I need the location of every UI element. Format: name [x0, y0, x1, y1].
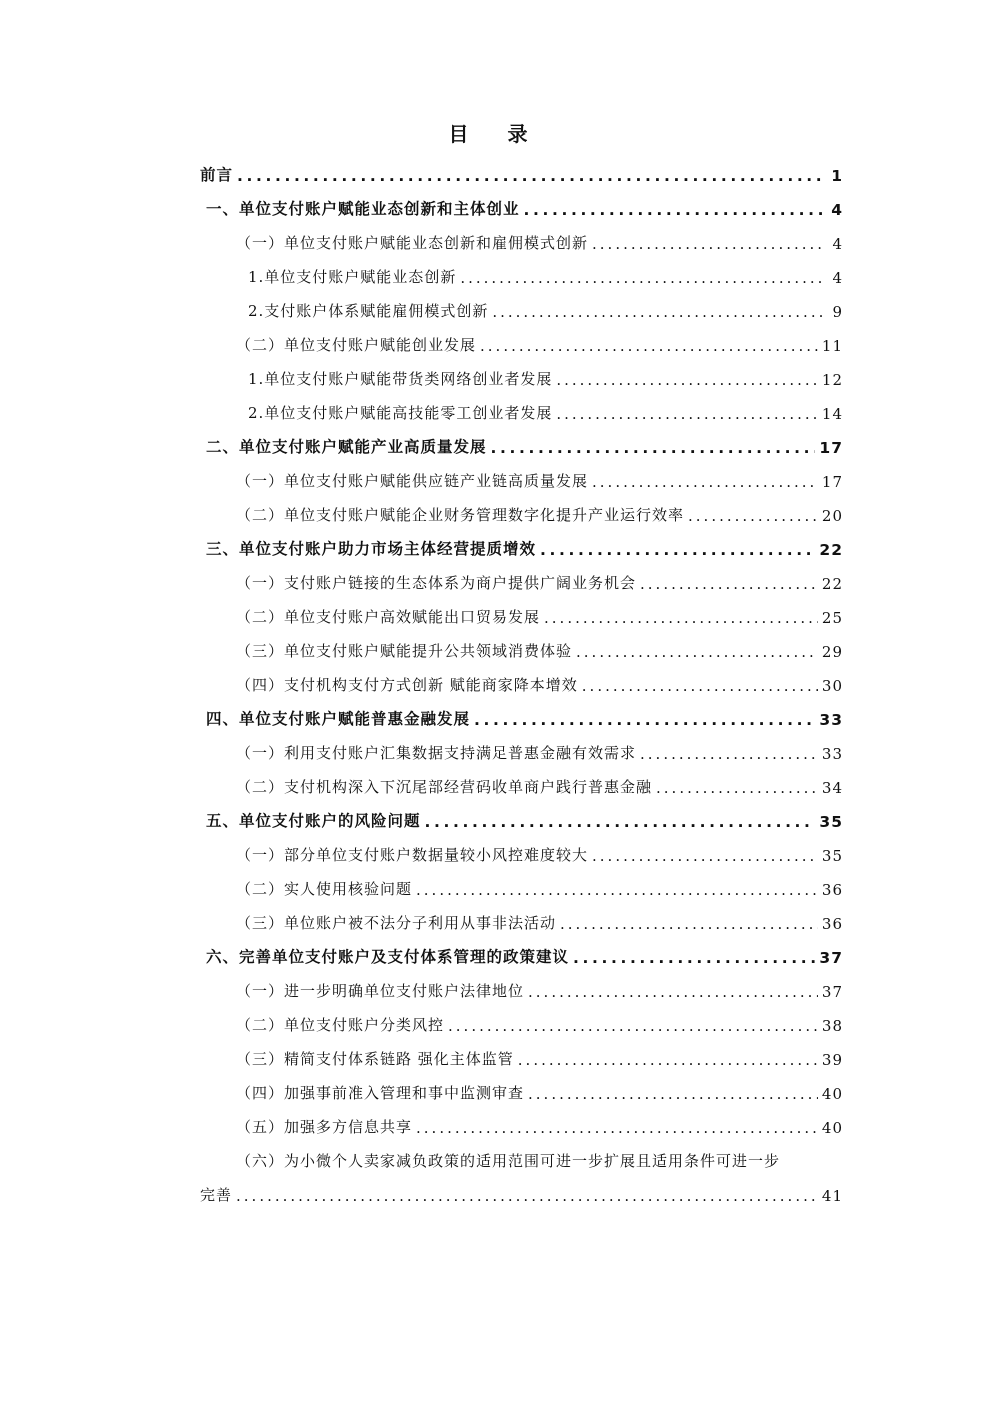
toc-entry-text: 六、完善单位支付账户及支付体系管理的政策建议: [206, 948, 570, 966]
toc-page-number: 25: [821, 609, 843, 627]
toc-page-number: 20: [821, 507, 843, 525]
toc-entry-section[interactable]: [200, 1036, 843, 1070]
toc-entry-text: 2.单位支付账户赋能高技能零工创业者发展: [248, 404, 553, 422]
toc-entry-text: （一）支付账户链接的生态体系为商户提供广阔业务机会: [236, 574, 637, 592]
leader-dots: [524, 200, 825, 219]
toc-page-number: 38: [821, 1017, 843, 1035]
leader-dots: [448, 1017, 818, 1035]
toc-title: 目 录: [448, 122, 544, 146]
toc-page-number: 36: [821, 915, 843, 933]
leader-dots: [492, 303, 825, 321]
toc-entry-chapter[interactable]: [200, 424, 843, 458]
table-of-contents: [200, 152, 843, 1206]
toc-entry-text: 前言: [200, 166, 234, 184]
toc-page-number: 4: [832, 235, 843, 253]
toc-entry-text: 三、单位支付账户助力市场主体经营提质增效: [206, 540, 537, 558]
toc-entry-text: （二）单位支付账户分类风控: [236, 1016, 445, 1034]
leader-dots: [560, 915, 818, 933]
toc-entry-text: （三）单位支付账户赋能提升公共领域消费体验: [236, 642, 573, 660]
leader-dots: [556, 371, 818, 389]
toc-page-number: 37: [819, 949, 843, 967]
toc-page-number: 35: [821, 847, 843, 865]
leader-dots: [460, 269, 825, 287]
toc-page-number: 29: [821, 643, 843, 661]
leader-dots: [474, 710, 815, 729]
leader-dots: [540, 540, 815, 559]
leader-dots: [640, 575, 818, 593]
toc-entry-text: （三）单位账户被不法分子利用从事非法活动: [236, 914, 557, 932]
leader-dots: [425, 812, 816, 831]
leader-dots: [592, 847, 818, 865]
toc-entry-text: 四、单位支付账户赋能普惠金融发展: [206, 710, 471, 728]
toc-entry-text: 1.单位支付账户赋能业态创新: [248, 268, 457, 286]
toc-page-number: 4: [832, 269, 843, 287]
toc-entry-text: （一）单位支付账户赋能供应链产业链高质量发展: [236, 472, 589, 490]
toc-entry-section-wrapped[interactable]: [200, 1138, 843, 1172]
toc-entry-section[interactable]: [200, 560, 843, 594]
leader-dots: [592, 473, 818, 491]
toc-page-number: 40: [821, 1085, 843, 1103]
toc-page-number: 40: [821, 1119, 843, 1137]
toc-entry-text: （一）单位支付账户赋能业态创新和雇佣模式创新: [236, 234, 589, 252]
leader-dots: [528, 983, 818, 1001]
toc-entry-chapter[interactable]: [200, 798, 843, 832]
toc-entry-text: （二）单位支付账户赋能企业财务管理数字化提升产业运行效率: [236, 506, 685, 524]
leader-dots: [576, 643, 818, 661]
toc-entry-text: （二）单位支付账户赋能创业发展: [236, 336, 477, 354]
toc-entry-text: （二）单位支付账户高效赋能出口贸易发展: [236, 608, 541, 626]
toc-entry-subsection[interactable]: [200, 390, 843, 424]
toc-entry-continuation[interactable]: [200, 1172, 843, 1206]
leader-dots: [416, 881, 818, 899]
leader-dots: [544, 609, 818, 627]
leader-dots: [518, 1051, 818, 1069]
toc-entry-chapter[interactable]: [200, 186, 843, 220]
toc-entry-text: （二）实人使用核验问题: [236, 880, 413, 898]
toc-entry-section[interactable]: [200, 832, 843, 866]
leader-dots: [237, 166, 825, 185]
toc-entry-chapter[interactable]: [200, 526, 843, 560]
leader-dots: [416, 1119, 818, 1137]
toc-entry-text: 2.支付账户体系赋能雇佣模式创新: [248, 302, 489, 320]
leader-dots: [592, 235, 825, 253]
toc-entry-section[interactable]: [200, 458, 843, 492]
toc-entry-text: （四）加强事前准入管理和事中监测审查: [236, 1084, 525, 1102]
leader-dots: [582, 677, 818, 695]
toc-page-number: 1: [831, 167, 843, 185]
leader-dots: [236, 1187, 818, 1205]
toc-entry-section[interactable]: [200, 662, 843, 696]
toc-entry-text: 1.单位支付账户赋能带货类网络创业者发展: [248, 370, 553, 388]
leader-dots: [528, 1085, 818, 1103]
toc-entry-chapter[interactable]: [200, 934, 843, 968]
leader-dots: [480, 337, 818, 355]
toc-entry-section[interactable]: [200, 1002, 843, 1036]
toc-page-number: 17: [819, 439, 843, 457]
toc-entry-text: （一）部分单位支付账户数据量较小风控难度较大: [236, 846, 589, 864]
toc-entry-text: （一）利用支付账户汇集数据支持满足普惠金融有效需求: [236, 744, 637, 762]
toc-entry-section[interactable]: [200, 1070, 843, 1104]
toc-page-number: 22: [821, 575, 843, 593]
toc-page-number: 41: [821, 1187, 843, 1205]
toc-entry-text: （五）加强多方信息共享: [236, 1118, 413, 1136]
toc-entry-section[interactable]: [200, 220, 843, 254]
toc-entry-text: （三）精简支付体系链路 强化主体监管: [236, 1050, 514, 1068]
toc-entry-section[interactable]: [200, 492, 843, 526]
leader-dots: [656, 779, 818, 797]
toc-page-number: 11: [821, 337, 843, 355]
toc-entry-section[interactable]: [200, 730, 843, 764]
toc-entry-text: （一）进一步明确单位支付账户法律地位: [236, 982, 525, 1000]
toc-page-number: 39: [821, 1051, 843, 1069]
toc-entry-text: （二）支付机构深入下沉尾部经营码收单商户践行普惠金融: [236, 778, 653, 796]
leader-dots: [640, 745, 818, 763]
toc-entry-preface[interactable]: [200, 152, 843, 186]
toc-entry-section[interactable]: [200, 968, 843, 1002]
toc-entry-section[interactable]: [200, 628, 843, 662]
leader-dots: [491, 438, 816, 457]
toc-entry-section[interactable]: [200, 764, 843, 798]
toc-page-number: 30: [821, 677, 843, 695]
toc-page-number: 37: [821, 983, 843, 1001]
toc-page-number: 22: [819, 541, 843, 559]
toc-entry-text: 一、单位支付账户赋能业态创新和主体创业: [206, 200, 520, 218]
toc-entry-text: 五、单位支付账户的风险问题: [206, 812, 421, 830]
toc-page-number: 33: [821, 745, 843, 763]
toc-entry-section[interactable]: [200, 594, 843, 628]
toc-entry-subsection[interactable]: [200, 254, 843, 288]
leader-dots: [556, 405, 818, 423]
toc-page-number: 4: [831, 201, 843, 219]
toc-page-number: 36: [821, 881, 843, 899]
toc-entry-text: （六）为小微个人卖家减负政策的适用范围可进一步扩展且适用条件可进一步: [236, 1152, 781, 1170]
leader-dots: [573, 948, 815, 967]
toc-entry-section[interactable]: [200, 900, 843, 934]
toc-page-number: 17: [821, 473, 843, 491]
toc-entry-text: （四）支付机构支付方式创新 赋能商家降本增效: [236, 676, 578, 694]
toc-entry-chapter[interactable]: [200, 696, 843, 730]
leader-dots: [688, 507, 818, 525]
toc-page-number: 34: [821, 779, 843, 797]
toc-entry-section[interactable]: [200, 322, 843, 356]
toc-entry-subsection[interactable]: [200, 356, 843, 390]
toc-entry-subsection[interactable]: [200, 288, 843, 322]
toc-page-number: 12: [821, 371, 843, 389]
toc-entry-text: 二、单位支付账户赋能产业高质量发展: [206, 438, 487, 456]
toc-entry-text: 完善: [200, 1186, 233, 1204]
toc-page-number: 14: [821, 405, 843, 423]
toc-page-number: 9: [832, 303, 843, 321]
toc-page-number: 35: [819, 813, 843, 831]
toc-entry-section[interactable]: [200, 866, 843, 900]
toc-entry-section[interactable]: [200, 1104, 843, 1138]
toc-page-number: 33: [819, 711, 843, 729]
